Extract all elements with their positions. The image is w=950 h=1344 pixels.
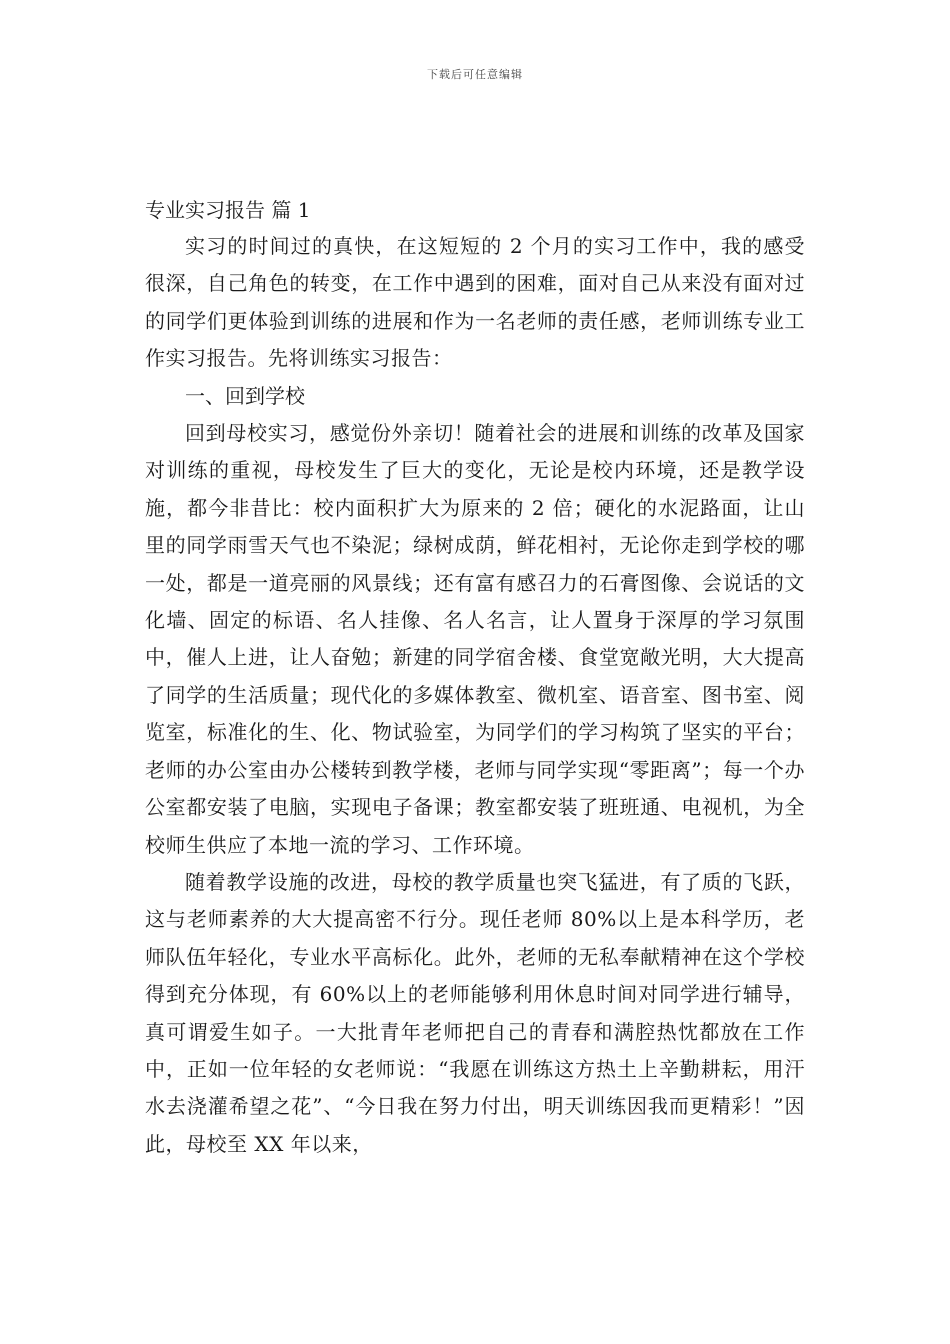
document-title: 专业实习报告 篇 1: [145, 198, 311, 222]
page-header-note: 下载后可任意编辑: [427, 68, 523, 81]
document-body: [145, 196, 805, 1163]
intro-paragraph: 实习的时间过的真快，在这短短的 2 个月的实习工作中，我的感受很深，自己角色的转变，在工作中遇到的困难，面对自己从来没有面对过的同学们更体验到训练的进展和作为一名老师的责任感，老师训练专业工作实习报告。先将训练实习报告：: [145, 234, 805, 371]
section-paragraph: 回到母校实习，感觉份外亲切！随着社会的进展和训练的改革及国家对训练的重视，母校发生了巨大的变化，无论是校内环境，还是教学设施，都今非昔比：校内面积扩大为原来的 2 倍；硬化的水泥路面，让山里的同学雨雪天气也不染泥；绿树成荫，鲜花相衬，无论你走到学校的哪一处，都是一道亮丽的风景线；还有富有感召力的石膏图像、会说话的文化墙、固定的标语、名人挂像、名人名言，让人置身于深厚的学习氛围中，催人上进，让人奋勉；新建的同学宿舍楼、食堂宽敞光明，大大提高了同学的生活质量；现代化的多媒体教室、微机室、语音室、图书室、阅览室，标准化的生、化、物试验室，为同学们的学习构筑了坚实的平台；老师的办公室由办公楼转到教学楼，老师与同学实现“零距离”；每一个办公室都安装了电脑，实现电子备课；教室都安装了班班通、电视机，为全校师生供应了本地一流的学习、工作环境。: [145, 421, 805, 857]
section-heading: 一、回到学校: [185, 383, 305, 408]
section-paragraph: 随着教学设施的改进，母校的教学质量也突飞猛进，有了质的飞跃，这与老师素养的大大提高密不行分。现任老师 80%以上是本科学历，老师队伍年轻化，专业水平高标化。此外，老师的无私奉献精神在这个学校得到充分体现，有 60%以上的老师能够利用休息时间对同学进行辅导，真可谓爱生如子。一大批青年老师把自己的青春和满腔热忱都放在工作中，正如一位年轻的女老师说：“我愿在训练这方热土上辛勤耕耘，用汗水去浇灌希望之花”、“今日我在努力付出，明天训练因我而更精彩！”因此，母校至 XX 年以来，: [145, 869, 805, 1156]
